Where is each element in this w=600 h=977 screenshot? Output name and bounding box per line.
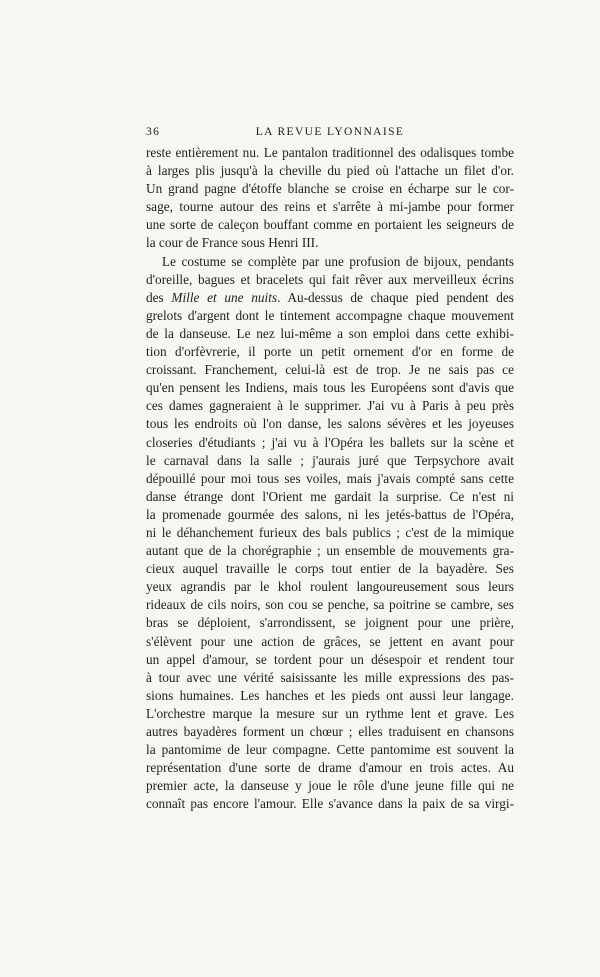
- text-line: d'oreille, bagues et bracelets qui fait rêver aux merveilleux écrins: [146, 271, 514, 287]
- text-line: autres bayadères forment un chœur ; elles traduisent en chansons: [146, 724, 514, 739]
- text-line: de la danseuse. Le nez lui-même a son emploi dans cette exhibi-: [146, 325, 514, 341]
- text-line: une sorte de caleçon bouffant comme en portaient les seigneurs de: [146, 217, 514, 233]
- text-line: croissant. Franchement, celui-là est de trop. Je ne sais pas ce: [146, 362, 514, 378]
- text-line: ni le déhanchement furieux des bals publics ; c'est de la mimique: [146, 524, 514, 540]
- text-line: danse étrange dont l'Orient me gardait la surprise. Ce n'est ni: [146, 488, 514, 504]
- text-line: connaît pas encore l'amour. Elle s'avance dans la paix de sa virgi-: [146, 796, 514, 812]
- text-line: Le costume se complète par une profusion de bijoux, pendants: [162, 253, 514, 269]
- paragraph-1: [146, 144, 514, 253]
- text-line: reste entièrement nu. Le pantalon traditionnel des odalisques tombe: [146, 145, 514, 160]
- text-line: à larges plis jusqu'à la cheville du pied où l'attache un filet d'or.: [146, 163, 514, 179]
- text-line: grelots d'argent dont le tintement accompagne chaque mouvement: [146, 307, 514, 323]
- text-line: tous les endroits où l'on danse, les salons sévères et les joyeuses: [146, 416, 514, 432]
- text-line: yeux agrandis par le khol roulent langoureusement sous leurs: [146, 579, 514, 595]
- text-line: tion d'orfèvrerie, il porte un petit ornement d'or en forme de: [146, 344, 514, 360]
- text-line: premier acte, la danseuse y joue le rôle d'une jeune fille qui ne: [146, 778, 514, 794]
- text-line: la cour de France sous Henri III.: [146, 235, 319, 251]
- italic-title: Mille et une nuits: [171, 289, 278, 305]
- text-line: L'orchestre marque la mesure sur un rythme lent et grave. Les: [146, 705, 514, 721]
- text-line: sage, tourne autour des reins et s'arrête à mi-jambe pour former: [146, 199, 514, 215]
- page-header: [146, 126, 514, 142]
- paragraph-2: [146, 253, 514, 814]
- text-line: la pantomime de leur compagne. Cette pantomime est souvent la: [146, 742, 514, 758]
- text-line: la promenade gourmée des salons, ni les jetés-battus de l'Opéra,: [146, 506, 514, 522]
- text-line: dépouillé pour moi tous ses voiles, mais j'avais compté sans cette: [146, 470, 514, 486]
- text-line: un appel d'amour, se tordent pour un désespoir et rendent tour: [146, 651, 514, 667]
- text-line: à tour avec une vérité saisissante les mille expressions des pas-: [146, 669, 514, 685]
- text-line: rideaux de cils noirs, son cou se penche, sa poitrine se cambre, ses: [146, 597, 514, 613]
- text-line: bras se déploient, s'arrondissent, se joignent pour une prière,: [146, 615, 514, 631]
- body-text: [146, 144, 514, 813]
- text-line: cieux auquel travaille le corps tout entier de la bayadère. Ses: [146, 561, 514, 577]
- text-line: le carnaval dans la salle ; j'aurais juré que Terpsychore avait: [146, 452, 514, 468]
- text-line: closeries d'étudiants ; j'ai vu à l'Opéra les ballets sur la scène et: [146, 434, 514, 450]
- page-number: 36: [146, 126, 161, 138]
- text-line: Un grand pagne d'étoffe blanche se croise en écharpe sur le cor-: [146, 181, 514, 197]
- text-line: autant que de la chorégraphie ; un ensemble de mouvements gra-: [146, 543, 514, 559]
- text-line: s'élèvent pour une action de grâces, se jettent en avant pour: [146, 633, 514, 649]
- text-fragment: des: [146, 289, 172, 305]
- text-line: ces dames gagneraient à le supprimer. J'ai vu à Paris à peu près: [146, 398, 514, 414]
- text-line: sions humaines. Les hanches et les pieds ont aussi leur langage.: [146, 687, 514, 703]
- text-line: représentation d'une sorte de drame d'amour en trois actes. Au: [146, 760, 514, 776]
- text-line: qu'en pensent les Indiens, mais tous les Européens sont d'avis que: [146, 380, 514, 396]
- text-fragment: . Au-dessus de chaque pied pendent des: [277, 289, 514, 305]
- running-title: LA REVUE LYONNAISE: [255, 126, 405, 138]
- text-line-with-italic: [146, 289, 514, 307]
